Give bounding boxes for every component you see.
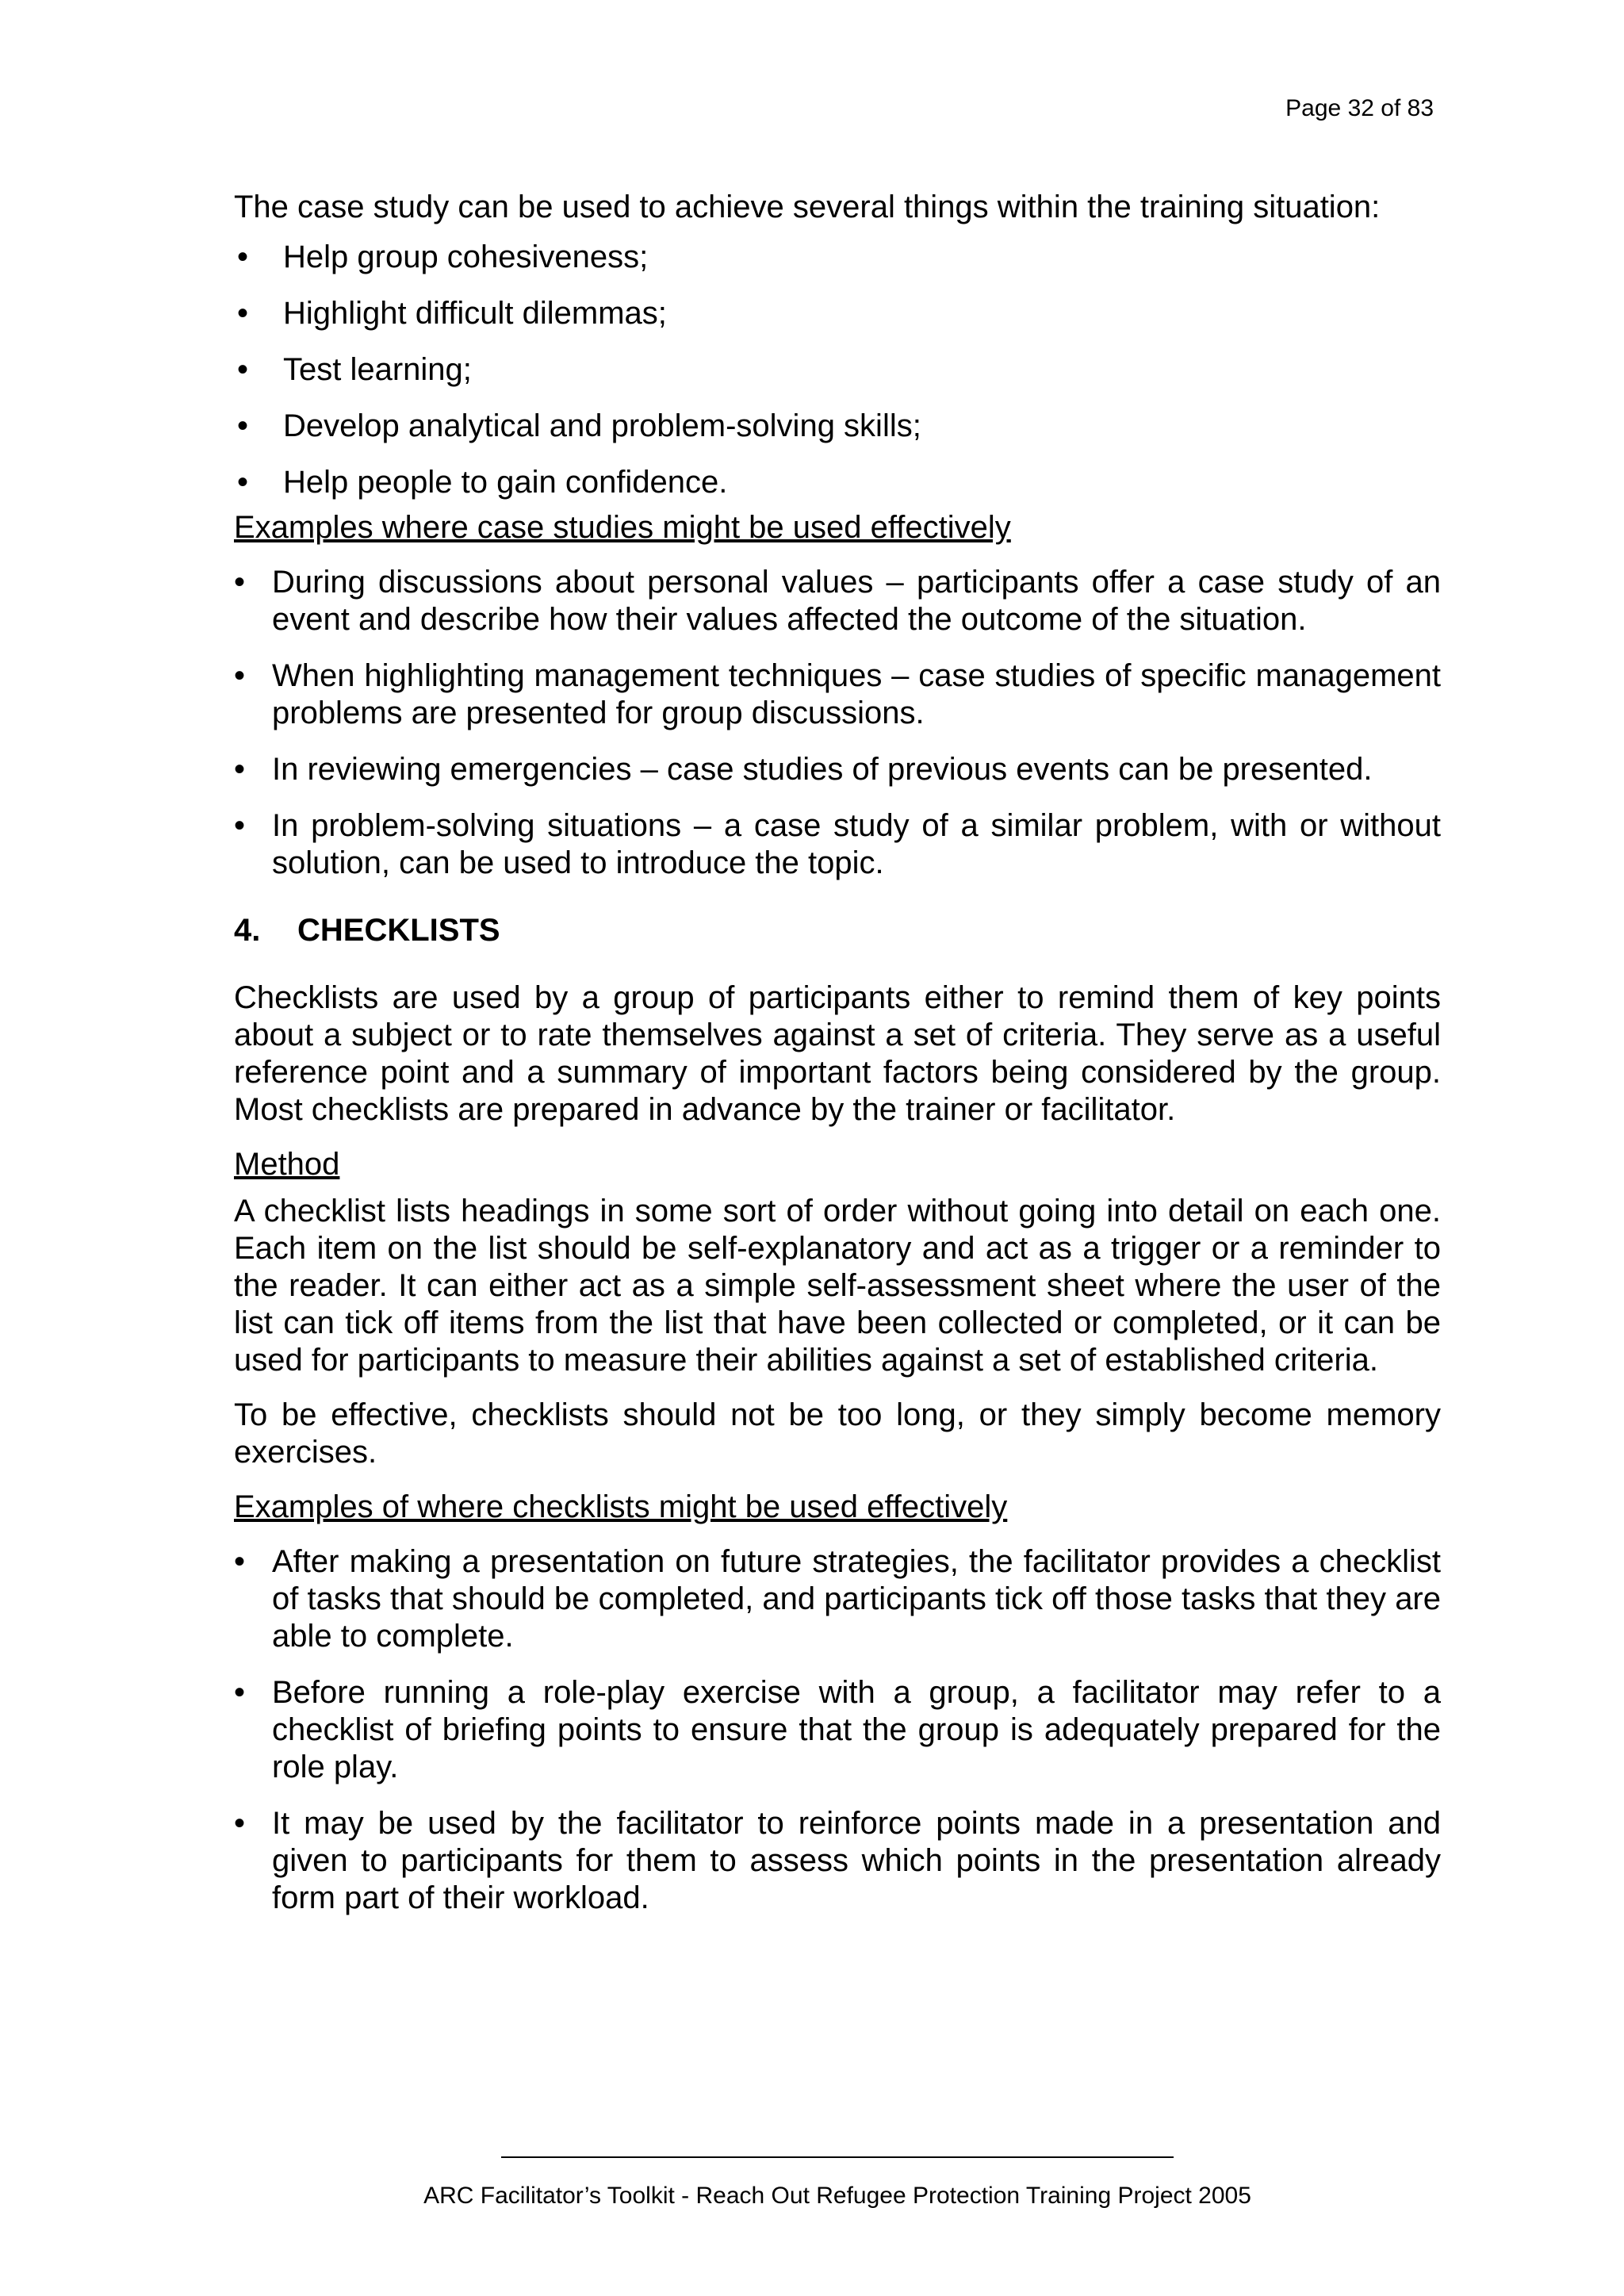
list-item: • In reviewing emergencies – case studies of previous events can be presented. [234,751,1441,788]
checklists-examples-list [234,1543,1441,1917]
footer-text: ARC Facilitator’s Toolkit - Reach Out Refugee Protection Training Project 2005 [423,2183,1251,2209]
list-item: • Help group cohesiveness; [234,239,1441,276]
list-item: • Develop analytical and problem-solving skills; [234,408,1441,445]
method-text: A checklist lists headings in some sort of order without going into detail on each one. Each item on the list should be self-explanatory and act as a trigger or a reminder to the reader. It can either act as a simple self-assessment sheet where the user of the list can tick off items from the list that have been collected or completed, or it can be used for participants to measure their abilities against a set of established criteria. [234,1194,1441,1378]
list-item: • Test learning; [234,351,1441,389]
list-item: • Before running a role-play exercise with a group, a facilitator may refer to a checklist of briefing points to ensure that the group is adequately prepared for the role play. [234,1674,1441,1786]
checklists-examples-heading: Examples of where checklists might be used effectively [234,1489,1008,1524]
method-heading: Method [234,1147,340,1182]
page-footer [0,2183,1624,2210]
case-study-examples-heading: Examples where case studies might be used effectively [234,510,1011,545]
section-heading-checklists [234,912,1441,949]
case-study-examples-list [234,564,1441,882]
list-item: • It may be used by the facilitator to reinforce points made in a presentation and given to participants for them to assess which points in the presentation already form part of their workload. [234,1805,1441,1917]
list-item: • When highlighting management techniques – case studies of specific management problems are presented for group discussions. [234,657,1441,732]
effective-text: To be effective, checklists should not be too long, or they simply become memory exercises. [234,1397,1441,1470]
case-study-uses-list [234,239,1441,501]
footer-divider [501,2156,1174,2158]
checklists-intro: Checklists are used by a group of participants either to remind them of key points about a subject or to rate themselves against a set of criteria. They serve as a useful reference point and a summary of important factors being considered by the group. Most checklists are prepared in advance by the trainer or facilitator. [234,980,1441,1127]
list-item: • Highlight difficult dilemmas; [234,295,1441,332]
case-study-intro: The case study can be used to achieve several things within the training situation: [234,190,1381,224]
page-number: Page 32 of 83 [1285,95,1434,121]
section-number: 4. [234,913,261,948]
list-item: • During discussions about personal values – participants offer a case study of an event and describe how their values affected the outcome of the situation. [234,564,1441,638]
list-item: • In problem-solving situations – a case study of a similar problem, with or without solution, can be used to introduce the topic. [234,807,1441,882]
list-item: • After making a presentation on future strategies, the facilitator provides a checklist of tasks that should be completed, and participants tick off those tasks that they are able to complete. [234,1543,1441,1655]
page-content [234,189,1441,1936]
list-item: • Help people to gain confidence. [234,464,1441,501]
section-title: CHECKLISTS [297,913,500,948]
